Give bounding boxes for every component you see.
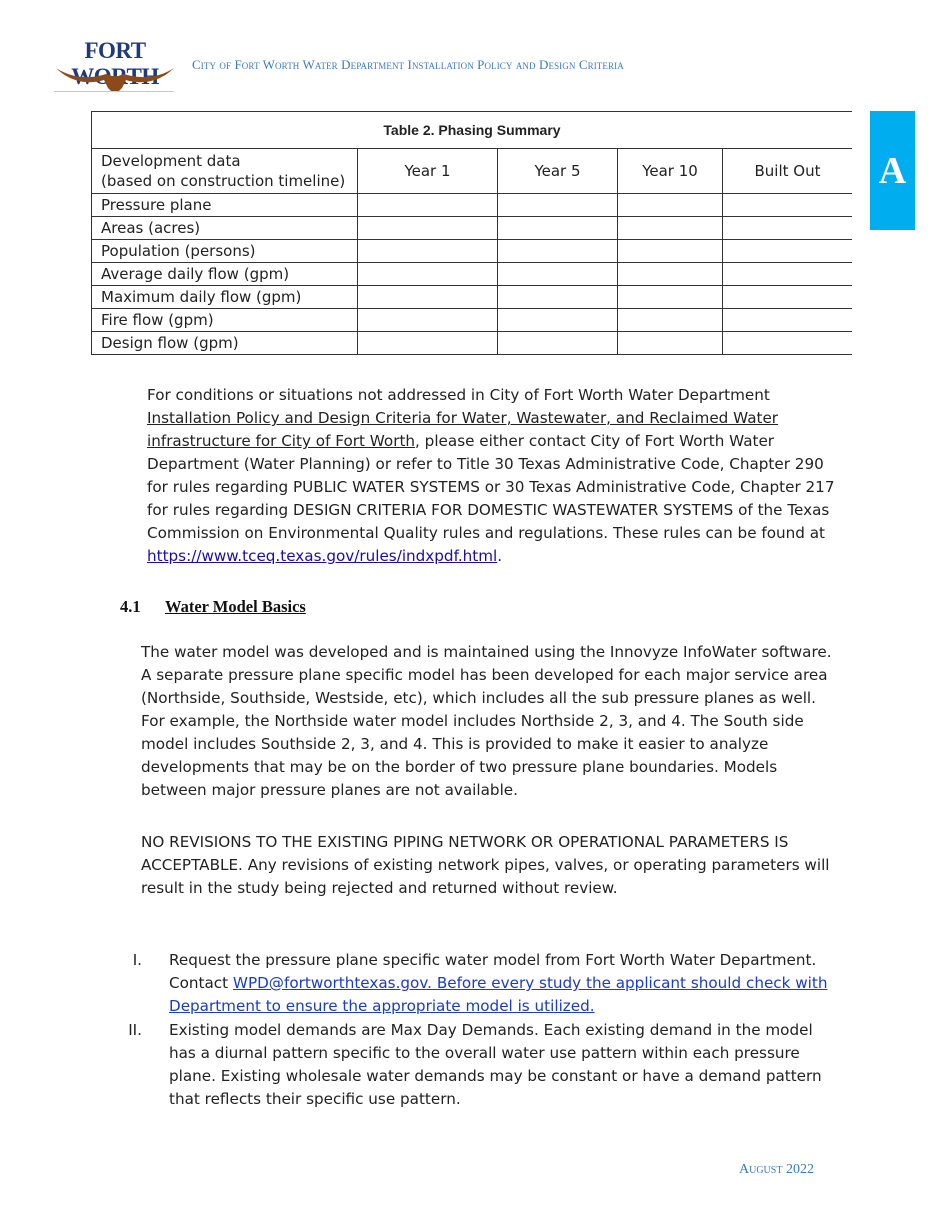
table-row — [92, 240, 853, 263]
section-tab: A — [870, 111, 915, 230]
intro-paragraph — [147, 384, 837, 568]
tceq-rules-link[interactable]: https://www.tceq.texas.gov/rules/indxpdf.html — [147, 547, 498, 565]
table-row — [92, 263, 853, 286]
table-cell — [723, 332, 853, 355]
list-item-text — [169, 949, 839, 1018]
column-header-year-1: Year 1 — [358, 149, 498, 194]
list-item-text: Existing model demands are Max Day Demands. Each existing demand in the model has a diurnal pattern specific to the overall water use pattern within each pressure plane. Existing wholesale water demands may be constant or have a demand pattern that reflects their specific use pattern. — [169, 1021, 822, 1108]
row-label: Population (persons) — [92, 240, 358, 263]
table-row — [92, 194, 853, 217]
phasing-summary-table — [91, 111, 852, 355]
section-title: Water Model Basics — [165, 597, 306, 616]
table-cell — [618, 332, 723, 355]
no-revisions-paragraph: NO REVISIONS TO THE EXISTING PIPING NETWORK OR OPERATIONAL PARAMETERS IS ACCEPTABLE. Any revisions of existing network pipes, valves, or operating parameters will result in the study being rejected and returned without review. — [141, 833, 830, 897]
table-row — [92, 332, 853, 355]
table-cell — [618, 194, 723, 217]
list-item-text-before: Request the pressure plane specific water model from Fort Worth Water Department. Contact — [169, 951, 817, 992]
table-cell — [358, 217, 498, 240]
fort-worth-logo — [54, 38, 176, 92]
header-line-2: (based on construction timeline) — [101, 172, 346, 190]
row-label: Areas (acres) — [92, 217, 358, 240]
column-header-year-10: Year 10 — [618, 149, 723, 194]
table-header-row — [92, 149, 853, 194]
table-row — [92, 217, 853, 240]
list-item — [120, 1019, 840, 1111]
table-cell — [723, 194, 853, 217]
table-cell — [723, 240, 853, 263]
table-cell — [618, 240, 723, 263]
intro-text-3: . — [497, 547, 503, 565]
table-row — [92, 309, 853, 332]
row-label: Pressure plane — [92, 194, 358, 217]
list-marker: II. — [128, 1021, 142, 1039]
table-cell — [498, 332, 618, 355]
row-label: Fire flow (gpm) — [92, 309, 358, 332]
intro-text-2: , please either contact City of Fort Worth Water Department (Water Planning) or refer to Title 30 Texas Administrative Code, Chapter 290 for rules regarding PUBLIC WATER SYSTEMS or 30 Texas Administrative Code, Chapter 217 for rules regarding DESIGN CRITERIA FOR DOMESTIC WASTEWATER SYSTEMS of the Texas Commission on Environmental Quality rules and regulations. These rules can be found at — [147, 432, 835, 542]
table-cell — [723, 286, 853, 309]
section-heading — [120, 597, 306, 617]
table-caption: Table 2. Phasing Summary — [92, 112, 853, 149]
row-label: Average daily flow (gpm) — [92, 263, 358, 286]
logo-rule — [54, 91, 174, 92]
water-model-paragraph: The water model was developed and is maintained using the Innovyze InfoWater software. A separate pressure plane specific model has been developed for each major service area (Northside, Southside, Westside, etc), which includes all the sub pressure planes as well. For example, the Northside water model includes Northside 2, 3, and 4. The South side model includes Southside 2, 3, and 4. This is provided to make it easier to analyze developments that may be on the border of two pressure plane boundaries. Models between major pressure planes are not available. — [141, 643, 832, 799]
footer-date: August 2022 — [739, 1162, 814, 1177]
column-header-built-out: Built Out — [723, 149, 853, 194]
row-label: Design flow (gpm) — [92, 332, 358, 355]
logo-text: FORT — [84, 38, 146, 63]
table-cell — [498, 309, 618, 332]
intro-text-1: For conditions or situations not addressed in City of Fort Worth Water Department — [147, 386, 770, 404]
table-cell — [498, 217, 618, 240]
header-line-1: Development data — [101, 152, 241, 170]
table-cell — [358, 332, 498, 355]
row-label: Maximum daily flow (gpm) — [92, 286, 358, 309]
longhorn-icon — [54, 58, 176, 94]
table-cell — [358, 194, 498, 217]
table-cell — [723, 263, 853, 286]
table-cell — [358, 286, 498, 309]
list-marker: I. — [132, 951, 142, 969]
policy-title-underlined: Installation Policy and Design Criteria for Water, Wastewater, and Reclaimed Water infrastructure for City of Fort Worth — [147, 409, 779, 450]
table-cell — [498, 263, 618, 286]
table-cell — [358, 309, 498, 332]
table-cell — [498, 286, 618, 309]
table-cell — [618, 309, 723, 332]
column-header-year-5: Year 5 — [498, 149, 618, 194]
table-cell — [618, 286, 723, 309]
table-cell — [618, 217, 723, 240]
table-row — [92, 286, 853, 309]
table-header-development-data — [92, 149, 358, 194]
wpd-email-link[interactable]: WPD@fortworthtexas.gov. Before every study the applicant should check with Department to ensure the appropriate model is utilized. — [169, 974, 828, 1015]
table-cell — [618, 263, 723, 286]
table-cell — [358, 240, 498, 263]
table-cell — [723, 309, 853, 332]
table-cell — [723, 217, 853, 240]
header-title: City of Fort Worth Water Department Installation Policy and Design Criteria — [192, 57, 624, 72]
table-cell — [358, 263, 498, 286]
table-cell — [498, 240, 618, 263]
table-cell — [498, 194, 618, 217]
section-number: 4.1 — [120, 597, 141, 616]
list-item — [120, 949, 840, 1019]
